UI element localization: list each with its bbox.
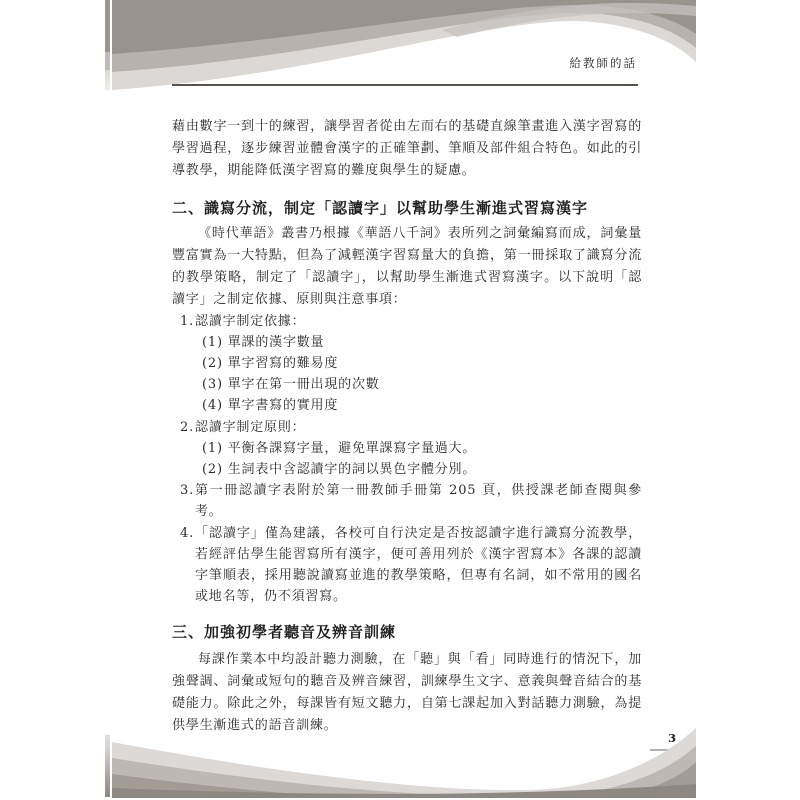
list-subitem: (3) 單字在第一冊出現的次數 [202,377,380,393]
list-item [180,480,642,522]
list-subitem: (1) 平衡各課寫字量，避免單課寫字量過大。 [202,440,477,456]
list-subitem: (1) 單課的漢字數量 [202,334,325,350]
top-swoosh-decoration [112,0,696,105]
section-3-body: 每課作業本中均設計聽力測驗，在「聽」與「看」同時進行的情況下，加強聲調、詞彙或短句的聽音及辨音練習，訓練學生文字、意義與聲音結合的基礎能力。除此之外，每課皆有短文聽力，自第七課起加入對話聽力測驗，為提供學生漸進式的語音訓練。 [172,652,642,733]
page-spine-bottom-decoration [105,735,110,797]
list-item-text: 認讀字制定原則： [195,419,306,435]
running-head: 給教師的話 [569,56,637,70]
section-heading-2: 二、識寫分流，制定「認讀字」以幫助學生漸進式習寫漢字 [172,199,589,218]
list-item [180,417,642,438]
list-item-text: 第一冊認讀字表附於第一冊教師手冊第 205 頁，供授課老師查閱與參考。 [195,483,642,520]
list-subitem: (4) 單字書寫的實用度 [202,398,339,414]
list-item [180,311,642,332]
bottom-swoosh-decoration [112,698,696,798]
section-2-intro: 《時代華語》叢書乃根據《華語八千詞》表所列之詞彙編寫而成，詞彙量豐富實為一大特點，但為了減輕漢字習寫量大的負擔，第一冊採取了識寫分流的教學策略，制定了「認讀字」，以幫助學生漸進式習寫漢字。以下說明「認讀字」之制定依據、原則與注意事項： [172,226,642,307]
list-item-number: 2. [180,419,195,435]
list-subitem: (2) 單字習寫的難易度 [202,355,339,371]
list-item-number: 3. [180,483,195,499]
list-item-text: 認讀字制定依據： [195,313,306,329]
list-item-number: 4. [180,525,195,541]
page-spine-top-decoration [105,0,110,90]
list-item-text: 「認讀字」僅為建議，各校可自行決定是否按認讀字進行識寫分流教學，若經評估學生能習寫所有漢字，便可善用列於《漢字習寫本》各課的認讀字筆順表，採用聽說讀寫並進的教學策略，但專有名詞，如不常用的國名或地名等，仍不須習寫。 [195,525,642,605]
list-item-number: 1. [180,313,195,329]
page-number: 3 [667,731,676,745]
section-heading-3: 三、加強初學者聽音及辨音訓練 [172,623,397,642]
list-subitem: (2) 生詞表中含認讀字的詞以異色字體分別。 [202,462,477,477]
header-rule [172,84,638,86]
page-content [172,116,642,737]
numbered-list [180,311,642,608]
list-item [180,523,642,608]
paragraph-continuation: 藉由數字一到十的練習，讓學習者從由左而右的基礎直線筆畫進入漢字習寫的學習過程，逐步練習並體會漢字的正確筆劃、筆順及部件組合特色。如此的引導教學，期能降低漢字習寫的難度與學生的疑慮。 [172,119,642,178]
